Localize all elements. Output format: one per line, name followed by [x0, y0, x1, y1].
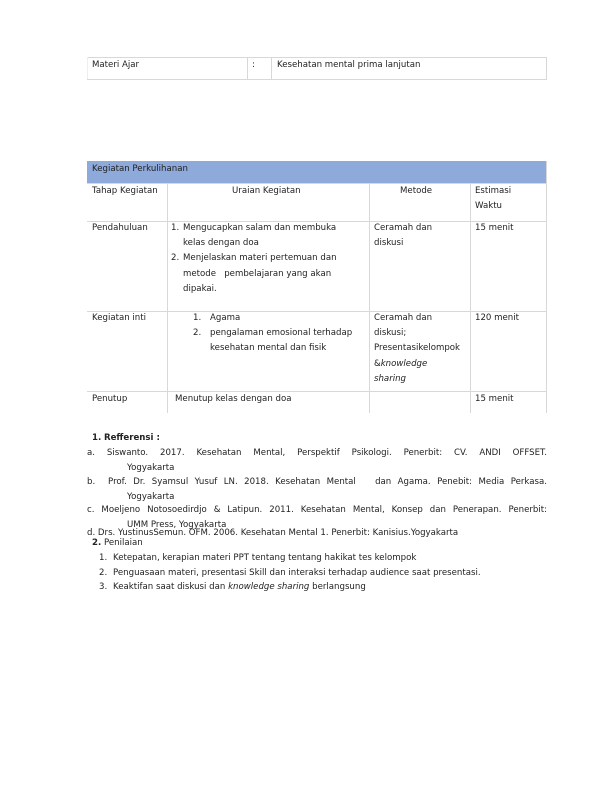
header-tahap: Tahap Kegiatan [92, 186, 158, 196]
row-pendahuluan-uraian [171, 221, 337, 297]
header-metode: Metode [400, 186, 433, 196]
ref-item-c: c. Moeljeno Notosoedirdjo & Latipun. 2011. Kesehatan Mental, Konsep dan Penerapan. Penerbit: UMM Press, Yogyakarta [87, 505, 547, 530]
header-estimasi: Estimasi [475, 186, 512, 196]
list-item: 2. Menjelaskan materi pertemuan dan metode pembelajaran yang akan dipakai. [171, 253, 337, 294]
materi-colon: : [252, 60, 255, 70]
header-uraian: Uraian Kegiatan [232, 186, 301, 196]
table-banner-title: Kegiatan Perkulihanan [92, 164, 188, 174]
ref-item-d: d. Drs. YustinusSemun. OFM. 2006. Kesehatan Mental 1. Penerbit: Kanisius.Yogyakarta [87, 528, 459, 538]
materi-value: Kesehatan mental prima lanjutan [277, 60, 421, 70]
materi-label: Materi Ajar [92, 60, 140, 70]
row-pendahuluan-waktu: 15 menit [475, 223, 514, 233]
ref-item-b: b. Prof. Dr. Syamsul Yusuf LN. 2018. Kesehatan Mental dan Agama. Penebit: Media Perkasa. Yogyakarta [87, 477, 547, 502]
list-item: 3. Keaktifan saat diskusi dan knowledge sharing berlangsung [99, 582, 366, 592]
penilaian-heading: 2. Penilaian [92, 538, 143, 548]
list-item: 2. Penguasaan materi, presentasi Skill dan interaksi terhadap audience saat presentasi. [99, 567, 481, 578]
row-pendahuluan-tahap: Pendahuluan [92, 223, 148, 233]
header-waktu: Waktu [475, 201, 503, 211]
penilaian-list [99, 551, 481, 595]
list-item: 1. Ketepatan, kerapian materi PPT tentang tentang hakikat tes kelompok [99, 553, 417, 563]
row-penutup-waktu: 15 menit [475, 394, 514, 404]
list-item: 1. Mengucapkan salam dan membuka kelas dengan doa [171, 223, 337, 249]
row-inti-uraian [193, 311, 352, 357]
list-item: 1. Agama [193, 313, 241, 323]
row-inti-tahap: Kegiatan inti [92, 313, 147, 323]
row-inti-metode: Ceramah dan diskusi; Presentasikelompok &knowledge sharing [374, 313, 461, 384]
refs-heading: 1. Refferensi : [92, 433, 160, 443]
ref-item-a: a. Siswanto. 2017. Kesehatan Mental, Perspektif Psikologi. Penerbit: CV. ANDI OFFSET. Yogyakarta [87, 448, 547, 473]
row-pendahuluan-metode: Ceramah dan diskusi [374, 223, 433, 249]
row-penutup-uraian: Menutup kelas dengan doa [175, 394, 292, 404]
row-inti-waktu: 120 menit [475, 313, 519, 323]
list-item: 2. pengalaman emosional terhadap kesehatan mental dan fisik [193, 328, 353, 354]
row-penutup-tahap: Penutup [92, 394, 128, 404]
